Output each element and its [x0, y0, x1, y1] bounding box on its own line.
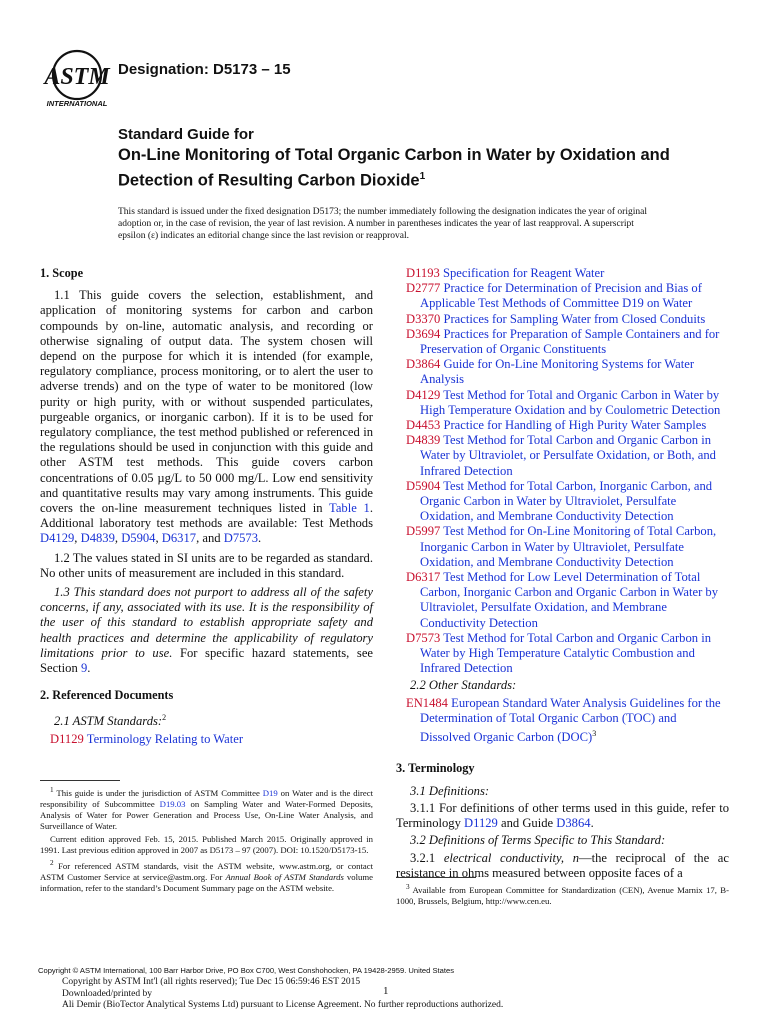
- link-section-9[interactable]: 9: [80, 661, 88, 676]
- terminology-3-1-1: 3.1.1 For definitions of other terms used in this guide, refer to Terminology D1129 and Guide D3864.: [396, 800, 729, 831]
- download-line-1: Copyright by ASTM Int'l (all rights reserved); Tue Dec 15 06:59:46 EST 2015: [62, 977, 361, 987]
- download-line-2: Downloaded/printed by: [62, 988, 152, 999]
- ref-code: D2777: [406, 281, 441, 296]
- ref-code: D3370: [406, 311, 441, 326]
- left-column: [40, 266, 373, 747]
- ref-title: Practices for Preparation of Sample Containers and for Preservation of Organic Constituents: [420, 326, 720, 357]
- section-refdocs-heading: 2. Referenced Documents: [40, 688, 174, 703]
- section-terminology-heading: 3. Terminology: [396, 761, 475, 776]
- terminology-3-1: 3.1 Definitions:: [410, 783, 490, 798]
- ref-item[interactable]: [396, 281, 729, 311]
- title-block: [118, 126, 678, 192]
- link-d4839[interactable]: D4839: [80, 531, 115, 546]
- page-number: 1: [383, 985, 389, 997]
- ref-item[interactable]: [396, 266, 729, 281]
- logo-mark: ASTM: [44, 64, 110, 90]
- link-d4129[interactable]: D4129: [40, 531, 75, 546]
- ref-item[interactable]: [396, 570, 729, 631]
- ref-code: D1193: [406, 266, 440, 280]
- link-d7573[interactable]: D7573: [223, 531, 259, 546]
- ref-code: D3694: [406, 326, 441, 341]
- ref-title: Practice for Handling of High Purity Water Samples: [443, 418, 707, 433]
- ref-code: D5904: [406, 478, 441, 493]
- other-standards-subheading: 2.2 Other Standards:: [410, 678, 517, 693]
- ref-code: D5997: [406, 524, 441, 539]
- title-footnote-ref: 1: [419, 171, 426, 182]
- ref-item-en1484[interactable]: EN1484 European Standard Water Analysis Guidelines for the Determination of Total Organic Carbon (TOC) and Dissolved Organic Carbon (DOC)$^3$: [406, 695, 721, 745]
- link-d1129[interactable]: D1129: [464, 816, 498, 831]
- referenced-standards-list: [396, 266, 729, 676]
- footnote-3: $^3$ Available from European Committee for Standardization (CEN), Avenue Marnix 17, B-1000, Brussels, Belgium, http://www.cen.eu.: [396, 883, 729, 906]
- footnote-divider: [40, 780, 120, 781]
- ref-item[interactable]: [396, 312, 729, 327]
- ref-item[interactable]: [396, 524, 729, 570]
- footnote-divider: [396, 877, 476, 878]
- ref-title: Guide for On-Line Monitoring Systems for Water Analysis: [420, 357, 695, 387]
- ref-code: D4129: [406, 387, 441, 402]
- footnote-1: $^1$ This guide is under the jurisdiction of ASTM Committee D19 on Water and is the direct responsibility of Subcommittee D19.03 on Sampling Water and Water-Formed Deposits, Analysis of Water for Power Generation and Process Use, On-Line Water Analysis, and Surveillance of Water.: [40, 786, 374, 831]
- designation: Designation: D5173 – 15: [118, 61, 291, 78]
- ref-title: Specification for Reagent Water: [442, 266, 605, 280]
- ref-title: Test Method for Total Carbon, Inorganic Carbon, and Organic Carbon in Water by Ultraviolet, Persulfate Oxidation, and Membrane Conductivity Detection: [420, 478, 713, 524]
- footnotes-left: [40, 780, 373, 896]
- issuance-note: This standard is issued under the fixed designation D5173; the number immediately following the designation indicates the year of original adoption or, in the case of revision, the year of last revision. A number in parentheses indicates the year of last reapproval. A superscript epsilon (ε) indicates an editorial change since the last revision or reapproval.: [118, 207, 647, 242]
- ref-title: Test Method for Total Carbon and Organic Carbon in Water by Ultraviolet, or Persulfate Oxidation, or Both, and Infrared Detection: [420, 433, 716, 478]
- astm-logo: [42, 48, 112, 108]
- section-scope-heading: 1. Scope: [40, 266, 84, 280]
- ref-item[interactable]: [396, 433, 729, 479]
- link-d3864[interactable]: D3864: [556, 816, 591, 831]
- ref-item[interactable]: [396, 357, 729, 387]
- ref-item[interactable]: [396, 479, 729, 525]
- ref-item[interactable]: [396, 631, 729, 677]
- ref-title: Test Method for Low Level Determination of Total Carbon, Inorganic Carbon and Organic Carbon in Water by Ultraviolet, Persulfate Oxidation, and Membrane Conductivity Detection: [420, 570, 719, 630]
- ref-title: Test Method for Total Carbon and Organic Carbon in Water by High Temperature Catalytic Combustion and Infrared Detection: [420, 630, 712, 676]
- main-title-text: On-Line Monitoring of Total Organic Carbon in Water by Oxidation and Detection of Resulting Carbon Dioxide: [118, 146, 670, 190]
- ref-code: D3864: [406, 357, 441, 372]
- astm-standards-subheading: 2.1 ASTM Standards:$^2$: [54, 713, 167, 729]
- footnotes-right: [396, 877, 729, 909]
- logo-subtext: INTERNATIONAL: [46, 99, 108, 108]
- ref-code: D6317: [406, 570, 441, 585]
- link-d6317[interactable]: D6317: [161, 531, 197, 546]
- ref-item[interactable]: [396, 388, 729, 418]
- ref-title: Practice for Determination of Precision and Bias of Applicable Test Methods of Committee D19 on Water: [420, 281, 702, 311]
- ref-title: Practices for Sampling Water from Closed Conduits: [443, 311, 706, 326]
- link-d5904[interactable]: D5904: [121, 531, 156, 546]
- main-title: [118, 145, 678, 192]
- scope-1-1: 1.1 This guide covers the selection, establishment, and application of monitoring systems for carbon and carbon compounds by on-line, automatic analysis, and recording or otherwise signaling of output data. The system chosen will depend on the purpose for which it is intended (for example, regulatory compliance, process monitoring, or to alert the user to adverse trends) and on the type of water to be monitored (low purity or high purity, with or without suspended particulates, purgeable organics, or inorganic carbon). If it is to be used for regulatory compliance, the test method published or referenced in the regulations should be used in conjunction with this guide and other ASTM test methods. This guide covers carbon concentrations of 0.05 µg/L to 50 000 mg/L. Low end sensitivity and quantitative results may vary among instruments. This guide covers the on-line measurement techniques listed in Table 1. Additional laboratory test methods are available: Test Methods D4129, D4839, D5904, D6317, and D7573.: [40, 288, 374, 546]
- link-d19-03[interactable]: D19.03: [159, 798, 186, 809]
- ref-code: D4839: [406, 433, 441, 448]
- footnote-2: $^2$ For referenced ASTM standards, visit the ASTM website, www.astm.org, or contact ASTM Customer Service at service@astm.org. For Annual Book of ASTM Standards volume information, refer to the standard’s Document Summary page on the ASTM website.: [40, 858, 373, 893]
- ref-title: Test Method for On-Line Monitoring of Total Carbon, Inorganic Carbon in Water by Ultraviolet, Persulfate Oxidation, and Membrane Conductivity Detection: [420, 524, 717, 569]
- download-notice: [62, 977, 503, 1012]
- title-kind: Standard Guide for: [118, 126, 254, 143]
- ref-code: D7573: [406, 630, 441, 645]
- copyright-line: Copyright © ASTM International, 100 Barr Harbor Drive, PO Box C700, West Conshohocken, PA 19428-2959. United States: [38, 966, 455, 975]
- ref-item[interactable]: [396, 327, 729, 357]
- scope-1-3: 1.3 This standard does not purport to address all of the safety concerns, if any, associated with its use. It is the responsibility of the user of this standard to establish appropriate safety and health practices and determine the applicability of regulatory limitations prior to use. For specific hazard statements, see Section 9.: [40, 585, 373, 676]
- link-table-1[interactable]: Table 1: [329, 501, 370, 516]
- scope-1-2: 1.2 The values stated in SI units are to be regarded as standard. No other units of measurement are included in this standard.: [40, 550, 373, 580]
- terminology-3-2-1: 3.2.1 electrical conductivity, n—the reciprocal of the ac resistance in ohms measured between opposite faces of a: [396, 850, 729, 880]
- link-d19[interactable]: D19: [262, 787, 278, 798]
- ref-title: Test Method for Total and Organic Carbon in Water by High Temperature Oxidation and by Coulometric Detection: [420, 387, 721, 417]
- download-line-3: Ali Demir (BioTector Analytical Systems Ltd) pursuant to License Agreement. No further reproductions authorized.: [62, 1000, 504, 1010]
- ref-item[interactable]: [396, 418, 729, 433]
- ref-code: D4453: [406, 418, 441, 433]
- ref-item[interactable]: D1129 Terminology Relating to Water: [50, 731, 244, 746]
- right-column: [396, 266, 729, 885]
- footnote-1-edition: Current edition approved Feb. 15, 2015. Published March 2015. Originally approved in 1991. Last previous edition approved in 2007 as D5173 – 97 (2007). DOI: 10.1520/D5173-15.: [40, 833, 373, 855]
- terminology-3-2: 3.2 Definitions of Terms Specific to This Standard:: [410, 833, 666, 848]
